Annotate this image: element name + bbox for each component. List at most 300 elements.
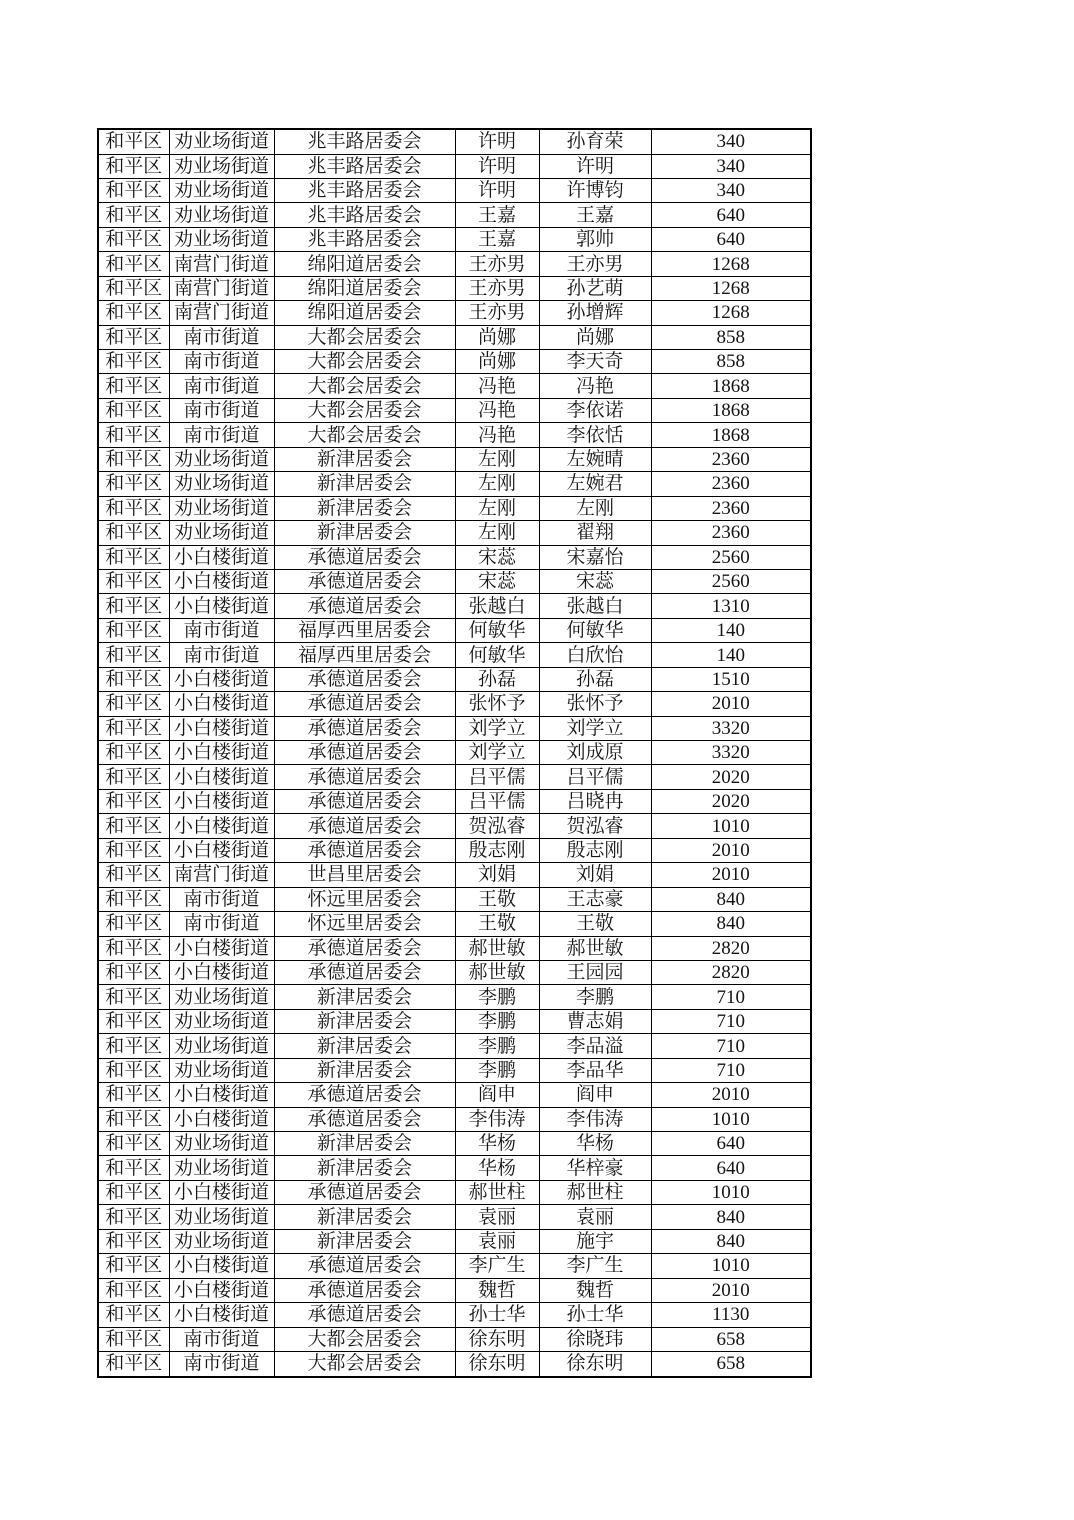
cell-applicant: 宋蕊 xyxy=(455,569,539,593)
table-row xyxy=(98,1180,811,1204)
cell-amount: 2010 xyxy=(651,838,811,862)
cell-street: 劝业场街道 xyxy=(169,472,274,496)
cell-committee: 大都会居委会 xyxy=(274,325,455,349)
cell-applicant: 尚娜 xyxy=(455,350,539,374)
cell-member: 吕平儒 xyxy=(539,765,651,789)
cell-committee: 兆丰路居委会 xyxy=(274,178,455,202)
cell-amount: 658 xyxy=(651,1327,811,1351)
cell-member: 翟翔 xyxy=(539,521,651,545)
cell-committee: 怀远里居委会 xyxy=(274,887,455,911)
cell-applicant: 华杨 xyxy=(455,1132,539,1156)
cell-applicant: 冯艳 xyxy=(455,374,539,398)
cell-member: 华梓豪 xyxy=(539,1156,651,1180)
cell-member: 郝世敏 xyxy=(539,936,651,960)
cell-member: 施宇 xyxy=(539,1229,651,1253)
cell-district: 和平区 xyxy=(98,741,169,765)
cell-street: 南市街道 xyxy=(169,912,274,936)
cell-applicant: 魏哲 xyxy=(455,1278,539,1302)
cell-district: 和平区 xyxy=(98,1351,169,1377)
cell-committee: 兆丰路居委会 xyxy=(274,203,455,227)
cell-applicant: 张怀予 xyxy=(455,692,539,716)
cell-street: 南市街道 xyxy=(169,618,274,642)
table-row xyxy=(98,154,811,178)
table-row xyxy=(98,1205,811,1229)
cell-street: 南营门街道 xyxy=(169,252,274,276)
cell-street: 小白楼街道 xyxy=(169,1180,274,1204)
table-body xyxy=(98,129,811,1377)
cell-committee: 大都会居委会 xyxy=(274,423,455,447)
cell-member: 郝世柱 xyxy=(539,1180,651,1204)
cell-member: 阎申 xyxy=(539,1083,651,1107)
cell-committee: 绵阳道居委会 xyxy=(274,301,455,325)
cell-district: 和平区 xyxy=(98,1034,169,1058)
cell-member: 孙育荣 xyxy=(539,129,651,154)
cell-committee: 承德道居委会 xyxy=(274,838,455,862)
cell-committee: 兆丰路居委会 xyxy=(274,227,455,251)
cell-street: 小白楼街道 xyxy=(169,838,274,862)
table-row xyxy=(98,423,811,447)
cell-street: 南市街道 xyxy=(169,1351,274,1377)
cell-street: 小白楼街道 xyxy=(169,716,274,740)
cell-applicant: 袁丽 xyxy=(455,1229,539,1253)
cell-committee: 大都会居委会 xyxy=(274,1351,455,1377)
cell-committee: 新津居委会 xyxy=(274,496,455,520)
cell-member: 白欣怡 xyxy=(539,643,651,667)
cell-applicant: 刘学立 xyxy=(455,716,539,740)
cell-street: 小白楼街道 xyxy=(169,692,274,716)
cell-committee: 新津居委会 xyxy=(274,472,455,496)
cell-committee: 承德道居委会 xyxy=(274,1254,455,1278)
cell-street: 南市街道 xyxy=(169,423,274,447)
cell-committee: 承德道居委会 xyxy=(274,1107,455,1131)
cell-applicant: 王嘉 xyxy=(455,227,539,251)
cell-committee: 承德道居委会 xyxy=(274,594,455,618)
cell-member: 王亦男 xyxy=(539,252,651,276)
cell-committee: 承德道居委会 xyxy=(274,569,455,593)
cell-member: 宋嘉怡 xyxy=(539,545,651,569)
cell-amount: 658 xyxy=(651,1351,811,1377)
cell-district: 和平区 xyxy=(98,301,169,325)
cell-applicant: 王亦男 xyxy=(455,252,539,276)
table-row xyxy=(98,1058,811,1082)
cell-district: 和平区 xyxy=(98,985,169,1009)
cell-committee: 绵阳道居委会 xyxy=(274,252,455,276)
cell-street: 南市街道 xyxy=(169,887,274,911)
table-row xyxy=(98,472,811,496)
cell-amount: 1010 xyxy=(651,1180,811,1204)
cell-amount: 1268 xyxy=(651,301,811,325)
cell-member: 张越白 xyxy=(539,594,651,618)
cell-committee: 承德道居委会 xyxy=(274,789,455,813)
cell-street: 劝业场街道 xyxy=(169,985,274,1009)
cell-member: 袁丽 xyxy=(539,1205,651,1229)
cell-applicant: 李伟涛 xyxy=(455,1107,539,1131)
table-row xyxy=(98,1132,811,1156)
cell-applicant: 吕平儒 xyxy=(455,765,539,789)
table-row xyxy=(98,178,811,202)
table-row xyxy=(98,863,811,887)
residents-subsidy-table xyxy=(97,128,812,1378)
cell-member: 李伟涛 xyxy=(539,1107,651,1131)
cell-street: 劝业场街道 xyxy=(169,1132,274,1156)
table-row xyxy=(98,643,811,667)
cell-member: 刘娟 xyxy=(539,863,651,887)
cell-committee: 福厚西里居委会 xyxy=(274,618,455,642)
cell-committee: 福厚西里居委会 xyxy=(274,643,455,667)
cell-applicant: 刘娟 xyxy=(455,863,539,887)
cell-district: 和平区 xyxy=(98,838,169,862)
cell-member: 李鹏 xyxy=(539,985,651,1009)
cell-street: 劝业场街道 xyxy=(169,1058,274,1082)
cell-applicant: 许明 xyxy=(455,154,539,178)
cell-member: 许明 xyxy=(539,154,651,178)
cell-street: 南市街道 xyxy=(169,398,274,422)
cell-member: 左婉君 xyxy=(539,472,651,496)
table-row xyxy=(98,350,811,374)
cell-committee: 世昌里居委会 xyxy=(274,863,455,887)
table-row xyxy=(98,1303,811,1327)
cell-applicant: 袁丽 xyxy=(455,1205,539,1229)
cell-member: 贺泓睿 xyxy=(539,814,651,838)
table-row xyxy=(98,398,811,422)
table-row xyxy=(98,594,811,618)
cell-member: 王嘉 xyxy=(539,203,651,227)
cell-street: 劝业场街道 xyxy=(169,154,274,178)
cell-amount: 2360 xyxy=(651,472,811,496)
cell-amount: 2820 xyxy=(651,936,811,960)
cell-amount: 710 xyxy=(651,1009,811,1033)
cell-district: 和平区 xyxy=(98,1083,169,1107)
cell-applicant: 刘学立 xyxy=(455,741,539,765)
cell-member: 华杨 xyxy=(539,1132,651,1156)
cell-district: 和平区 xyxy=(98,398,169,422)
cell-street: 小白楼街道 xyxy=(169,1303,274,1327)
cell-amount: 1310 xyxy=(651,594,811,618)
cell-member: 李天奇 xyxy=(539,350,651,374)
table-row xyxy=(98,741,811,765)
cell-district: 和平区 xyxy=(98,1107,169,1131)
cell-street: 南市街道 xyxy=(169,350,274,374)
table-row xyxy=(98,447,811,471)
cell-member: 李广生 xyxy=(539,1254,651,1278)
cell-applicant: 李鹏 xyxy=(455,985,539,1009)
cell-amount: 140 xyxy=(651,618,811,642)
table-row xyxy=(98,203,811,227)
table-row xyxy=(98,985,811,1009)
cell-amount: 2560 xyxy=(651,569,811,593)
cell-committee: 承德道居委会 xyxy=(274,1278,455,1302)
cell-applicant: 左刚 xyxy=(455,447,539,471)
cell-street: 南市街道 xyxy=(169,325,274,349)
cell-applicant: 许明 xyxy=(455,178,539,202)
cell-amount: 640 xyxy=(651,203,811,227)
cell-member: 李依恬 xyxy=(539,423,651,447)
cell-district: 和平区 xyxy=(98,887,169,911)
cell-committee: 承德道居委会 xyxy=(274,1083,455,1107)
cell-applicant: 殷志刚 xyxy=(455,838,539,862)
cell-committee: 大都会居委会 xyxy=(274,350,455,374)
cell-district: 和平区 xyxy=(98,716,169,740)
cell-amount: 640 xyxy=(651,1156,811,1180)
cell-committee: 新津居委会 xyxy=(274,1034,455,1058)
cell-applicant: 贺泓睿 xyxy=(455,814,539,838)
cell-district: 和平区 xyxy=(98,667,169,691)
cell-street: 小白楼街道 xyxy=(169,1278,274,1302)
cell-applicant: 阎申 xyxy=(455,1083,539,1107)
cell-committee: 新津居委会 xyxy=(274,1205,455,1229)
cell-member: 刘学立 xyxy=(539,716,651,740)
cell-applicant: 王亦男 xyxy=(455,276,539,300)
cell-amount: 640 xyxy=(651,227,811,251)
cell-committee: 承德道居委会 xyxy=(274,716,455,740)
cell-street: 劝业场街道 xyxy=(169,521,274,545)
cell-amount: 858 xyxy=(651,350,811,374)
cell-district: 和平区 xyxy=(98,1156,169,1180)
cell-street: 劝业场街道 xyxy=(169,1205,274,1229)
cell-committee: 新津居委会 xyxy=(274,1156,455,1180)
cell-committee: 承德道居委会 xyxy=(274,741,455,765)
cell-member: 吕晓冉 xyxy=(539,789,651,813)
cell-applicant: 张越白 xyxy=(455,594,539,618)
cell-street: 小白楼街道 xyxy=(169,741,274,765)
cell-applicant: 李鹏 xyxy=(455,1058,539,1082)
cell-street: 小白楼街道 xyxy=(169,594,274,618)
cell-amount: 340 xyxy=(651,178,811,202)
cell-district: 和平区 xyxy=(98,643,169,667)
cell-member: 曹志娟 xyxy=(539,1009,651,1033)
cell-amount: 640 xyxy=(651,1132,811,1156)
cell-district: 和平区 xyxy=(98,1278,169,1302)
table-row xyxy=(98,227,811,251)
table-row xyxy=(98,1351,811,1377)
cell-applicant: 何敏华 xyxy=(455,618,539,642)
cell-district: 和平区 xyxy=(98,252,169,276)
cell-member: 李品华 xyxy=(539,1058,651,1082)
cell-member: 殷志刚 xyxy=(539,838,651,862)
cell-street: 劝业场街道 xyxy=(169,178,274,202)
table-row xyxy=(98,1229,811,1253)
cell-committee: 承德道居委会 xyxy=(274,960,455,984)
cell-street: 南营门街道 xyxy=(169,276,274,300)
table-row xyxy=(98,1156,811,1180)
cell-amount: 1130 xyxy=(651,1303,811,1327)
cell-amount: 1268 xyxy=(651,252,811,276)
cell-committee: 新津居委会 xyxy=(274,1132,455,1156)
cell-street: 劝业场街道 xyxy=(169,1229,274,1253)
table-row xyxy=(98,912,811,936)
table-row xyxy=(98,838,811,862)
cell-district: 和平区 xyxy=(98,1229,169,1253)
cell-committee: 新津居委会 xyxy=(274,521,455,545)
table-row xyxy=(98,618,811,642)
cell-district: 和平区 xyxy=(98,496,169,520)
cell-district: 和平区 xyxy=(98,545,169,569)
cell-district: 和平区 xyxy=(98,178,169,202)
cell-member: 王园园 xyxy=(539,960,651,984)
table-row xyxy=(98,276,811,300)
cell-district: 和平区 xyxy=(98,814,169,838)
cell-member: 冯艳 xyxy=(539,374,651,398)
cell-committee: 承德道居委会 xyxy=(274,814,455,838)
cell-district: 和平区 xyxy=(98,692,169,716)
cell-committee: 绵阳道居委会 xyxy=(274,276,455,300)
table-row xyxy=(98,521,811,545)
cell-amount: 1868 xyxy=(651,423,811,447)
cell-amount: 2360 xyxy=(651,521,811,545)
table-row xyxy=(98,814,811,838)
cell-district: 和平区 xyxy=(98,594,169,618)
cell-district: 和平区 xyxy=(98,960,169,984)
cell-district: 和平区 xyxy=(98,472,169,496)
cell-committee: 兆丰路居委会 xyxy=(274,129,455,154)
cell-applicant: 宋蕊 xyxy=(455,545,539,569)
cell-member: 许博钧 xyxy=(539,178,651,202)
cell-street: 南营门街道 xyxy=(169,301,274,325)
cell-member: 徐晓玮 xyxy=(539,1327,651,1351)
cell-applicant: 徐东明 xyxy=(455,1351,539,1377)
cell-committee: 新津居委会 xyxy=(274,447,455,471)
cell-district: 和平区 xyxy=(98,1205,169,1229)
cell-member: 王敬 xyxy=(539,912,651,936)
cell-member: 郭帅 xyxy=(539,227,651,251)
table-row xyxy=(98,667,811,691)
cell-committee: 新津居委会 xyxy=(274,1009,455,1033)
cell-applicant: 孙士华 xyxy=(455,1303,539,1327)
cell-applicant: 郝世敏 xyxy=(455,960,539,984)
cell-amount: 3320 xyxy=(651,741,811,765)
cell-committee: 承德道居委会 xyxy=(274,1303,455,1327)
cell-committee: 承德道居委会 xyxy=(274,667,455,691)
cell-committee: 新津居委会 xyxy=(274,985,455,1009)
cell-amount: 2360 xyxy=(651,447,811,471)
table-row xyxy=(98,1254,811,1278)
cell-amount: 840 xyxy=(651,912,811,936)
cell-amount: 140 xyxy=(651,643,811,667)
table-row xyxy=(98,252,811,276)
cell-committee: 承德道居委会 xyxy=(274,692,455,716)
cell-street: 劝业场街道 xyxy=(169,496,274,520)
cell-member: 张怀予 xyxy=(539,692,651,716)
cell-street: 小白楼街道 xyxy=(169,545,274,569)
cell-district: 和平区 xyxy=(98,1009,169,1033)
cell-district: 和平区 xyxy=(98,618,169,642)
cell-amount: 1868 xyxy=(651,398,811,422)
table-row xyxy=(98,1034,811,1058)
cell-district: 和平区 xyxy=(98,1327,169,1351)
cell-member: 孙增辉 xyxy=(539,301,651,325)
cell-member: 何敏华 xyxy=(539,618,651,642)
cell-district: 和平区 xyxy=(98,1303,169,1327)
cell-amount: 2010 xyxy=(651,1278,811,1302)
cell-amount: 1010 xyxy=(651,1107,811,1131)
cell-member: 王志豪 xyxy=(539,887,651,911)
cell-applicant: 何敏华 xyxy=(455,643,539,667)
cell-district: 和平区 xyxy=(98,276,169,300)
cell-street: 小白楼街道 xyxy=(169,1107,274,1131)
cell-district: 和平区 xyxy=(98,765,169,789)
cell-street: 劝业场街道 xyxy=(169,203,274,227)
cell-district: 和平区 xyxy=(98,1058,169,1082)
cell-applicant: 许明 xyxy=(455,129,539,154)
table-row xyxy=(98,325,811,349)
cell-district: 和平区 xyxy=(98,129,169,154)
cell-amount: 840 xyxy=(651,1229,811,1253)
cell-committee: 大都会居委会 xyxy=(274,398,455,422)
cell-street: 小白楼街道 xyxy=(169,1083,274,1107)
cell-street: 南市街道 xyxy=(169,374,274,398)
cell-street: 小白楼街道 xyxy=(169,569,274,593)
table-row xyxy=(98,789,811,813)
cell-member: 魏哲 xyxy=(539,1278,651,1302)
cell-district: 和平区 xyxy=(98,1180,169,1204)
cell-district: 和平区 xyxy=(98,325,169,349)
cell-applicant: 左刚 xyxy=(455,472,539,496)
cell-committee: 承德道居委会 xyxy=(274,936,455,960)
cell-amount: 2560 xyxy=(651,545,811,569)
table-row xyxy=(98,1107,811,1131)
cell-member: 孙艺萌 xyxy=(539,276,651,300)
cell-member: 宋蕊 xyxy=(539,569,651,593)
cell-member: 孙磊 xyxy=(539,667,651,691)
cell-committee: 怀远里居委会 xyxy=(274,912,455,936)
cell-amount: 3320 xyxy=(651,716,811,740)
cell-street: 小白楼街道 xyxy=(169,765,274,789)
cell-district: 和平区 xyxy=(98,350,169,374)
cell-applicant: 冯艳 xyxy=(455,398,539,422)
cell-amount: 340 xyxy=(651,129,811,154)
cell-street: 小白楼街道 xyxy=(169,960,274,984)
cell-member: 左刚 xyxy=(539,496,651,520)
table-row xyxy=(98,960,811,984)
cell-member: 孙士华 xyxy=(539,1303,651,1327)
cell-member: 左婉晴 xyxy=(539,447,651,471)
cell-street: 劝业场街道 xyxy=(169,129,274,154)
cell-district: 和平区 xyxy=(98,1254,169,1278)
cell-district: 和平区 xyxy=(98,423,169,447)
cell-district: 和平区 xyxy=(98,374,169,398)
table-row xyxy=(98,716,811,740)
cell-amount: 2010 xyxy=(651,692,811,716)
cell-applicant: 孙磊 xyxy=(455,667,539,691)
cell-district: 和平区 xyxy=(98,203,169,227)
cell-applicant: 李广生 xyxy=(455,1254,539,1278)
table-row xyxy=(98,692,811,716)
cell-amount: 1868 xyxy=(651,374,811,398)
cell-district: 和平区 xyxy=(98,789,169,813)
cell-applicant: 郝世敏 xyxy=(455,936,539,960)
cell-committee: 兆丰路居委会 xyxy=(274,154,455,178)
cell-applicant: 王亦男 xyxy=(455,301,539,325)
cell-amount: 710 xyxy=(651,985,811,1009)
cell-street: 小白楼街道 xyxy=(169,814,274,838)
cell-district: 和平区 xyxy=(98,447,169,471)
cell-applicant: 王敬 xyxy=(455,887,539,911)
cell-applicant: 李鹏 xyxy=(455,1009,539,1033)
table-row xyxy=(98,1278,811,1302)
table-row xyxy=(98,887,811,911)
cell-district: 和平区 xyxy=(98,154,169,178)
table-row xyxy=(98,496,811,520)
table-row xyxy=(98,936,811,960)
table-row xyxy=(98,1009,811,1033)
cell-applicant: 华杨 xyxy=(455,1156,539,1180)
cell-district: 和平区 xyxy=(98,521,169,545)
cell-street: 劝业场街道 xyxy=(169,227,274,251)
cell-amount: 840 xyxy=(651,887,811,911)
cell-amount: 710 xyxy=(651,1058,811,1082)
cell-amount: 1010 xyxy=(651,1254,811,1278)
cell-applicant: 冯艳 xyxy=(455,423,539,447)
